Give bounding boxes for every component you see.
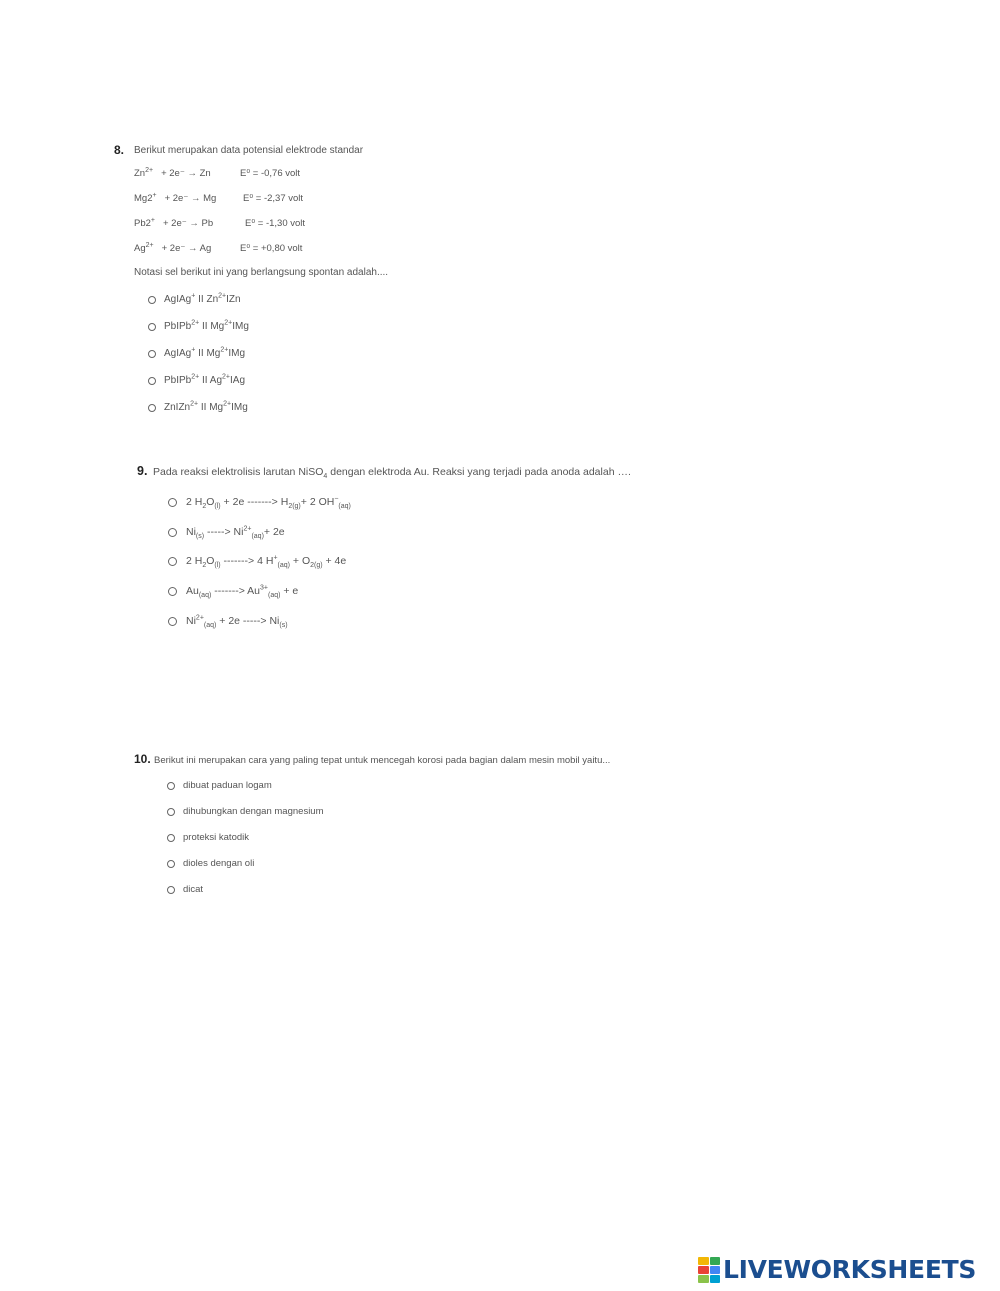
radio-button[interactable] [148, 350, 156, 358]
radio-button[interactable] [167, 860, 175, 868]
label-part: 2 [202, 503, 207, 511]
q8-option-label [164, 321, 249, 332]
q10-option-label: dicat [183, 884, 204, 895]
label-part: II Ag [199, 375, 223, 386]
label-part: 3+ [260, 584, 268, 592]
logo-tile-5 [698, 1275, 709, 1283]
label-part: Au [186, 585, 199, 597]
radio-button[interactable] [148, 404, 156, 412]
q10-option[interactable] [167, 806, 324, 817]
label-part: + [273, 554, 278, 562]
q8-option[interactable] [148, 375, 245, 386]
q10-number: 10. [134, 752, 151, 766]
q10-option-label: dihubungkan dengan magnesium [183, 806, 324, 817]
label-part: AgIAg [164, 294, 192, 305]
label-part: − [334, 495, 339, 503]
q9-option-label [186, 525, 285, 541]
label-part: (l) [214, 562, 221, 570]
liveworksheets-logo [698, 1256, 976, 1284]
q8-data-row [134, 218, 213, 229]
label-part: + 4e [322, 555, 347, 567]
q8-data-row [134, 243, 211, 254]
label-part: 2(g) [310, 562, 323, 570]
q8-charge: 2+ [145, 241, 154, 249]
q10-option[interactable] [167, 884, 203, 895]
label-part: 2 H [186, 496, 203, 508]
label-part: IZn [226, 294, 241, 305]
q8-half-reaction: + 2e⁻ → Pb [163, 218, 214, 229]
radio-button[interactable] [167, 886, 175, 894]
q8-potential: E⁰ = +0,80 volt [240, 243, 303, 254]
radio-button[interactable] [148, 323, 156, 331]
label-sup: + [191, 346, 196, 354]
q10-option-label: dibuat paduan logam [183, 780, 272, 791]
q8-half-reaction: + 2e⁻ → Zn [161, 168, 211, 179]
label-part: AgIAg [164, 348, 192, 359]
label-sup: + [191, 292, 196, 300]
label-part: Ni [186, 615, 196, 627]
label-part: + 2 OH [300, 496, 335, 508]
radio-button[interactable] [167, 808, 175, 816]
logo-tile-e [710, 1266, 721, 1274]
radio-button[interactable] [168, 617, 177, 626]
q8-potential: E⁰ = -1,30 volt [245, 218, 306, 229]
label-part: 2(g) [288, 503, 301, 511]
label-sup: 2+ [220, 346, 229, 354]
q8-half-reaction: + 2e⁻ → Mg [164, 193, 217, 204]
q9-question-post: dengan elektroda Au. Reaksi yang terjadi pada anoda adalah …. [327, 466, 631, 478]
label-part: Ni [186, 526, 196, 538]
q8-charge: + [150, 216, 155, 224]
label-part: II Mg [198, 402, 224, 413]
label-sup: 2+ [190, 400, 199, 408]
q9-option-label [186, 614, 288, 630]
q8-charge: + [152, 191, 157, 199]
label-part: (aq) [277, 562, 290, 570]
label-part: + 2e -----> Ni [216, 615, 280, 627]
q8-option-label [164, 348, 245, 359]
label-sup: 2+ [218, 292, 227, 300]
label-part: (aq) [198, 592, 212, 600]
label-part: (aq) [338, 503, 351, 511]
q8-data-row [134, 193, 216, 204]
label-part: IMg [231, 402, 248, 413]
liveworksheets-logo-icon [698, 1257, 720, 1283]
radio-button[interactable] [148, 377, 156, 385]
label-part: II Zn [195, 294, 219, 305]
label-part: -----> Ni [204, 526, 244, 538]
q9-question-pre: Pada reaksi elektrolisis larutan NiSO [153, 466, 324, 478]
q8-prompt: Notasi sel berikut ini yang berlangsung spontan adalah.... [134, 267, 389, 278]
label-sup: 2+ [191, 319, 200, 327]
label-part: PbIPb [164, 375, 192, 386]
label-part: 2 H [186, 555, 203, 567]
q10-option-label: dioles dengan oli [183, 858, 255, 869]
q9-option[interactable] [168, 614, 288, 630]
label-sup: 2+ [191, 373, 200, 381]
label-part: IMg [232, 321, 249, 332]
label-part: (aq) [203, 622, 217, 630]
label-part: PbIPb [164, 321, 192, 332]
q8-charge: 2+ [145, 166, 154, 174]
q8-potential: E⁰ = -0,76 volt [240, 168, 301, 179]
q9-option[interactable] [168, 495, 351, 511]
label-part: + e [280, 585, 299, 597]
q8-ion: Pb2 [134, 218, 151, 229]
label-part: + 2e [263, 526, 285, 538]
radio-button[interactable] [168, 557, 177, 566]
q9-number: 9. [137, 464, 148, 478]
label-part: -------> 4 H [220, 555, 274, 567]
label-part: + 2e -------> H [220, 496, 289, 508]
radio-button[interactable] [168, 587, 177, 596]
label-part: (s) [195, 533, 205, 541]
q9-option[interactable] [168, 584, 299, 600]
radio-button[interactable] [167, 782, 175, 790]
q8-question: Berikut merupakan data potensial elektrode standar [134, 145, 364, 156]
label-part: IAg [230, 375, 246, 386]
logo-tile-i [710, 1257, 721, 1265]
q8-option[interactable] [148, 348, 245, 359]
logo-tile-v [698, 1266, 709, 1274]
q9-question-sub: 4 [323, 473, 328, 481]
q10-question: Berikut ini merupakan cara yang paling tepat untuk mencegah korosi pada bagian dalam mesin mobil yaitu... [154, 755, 611, 766]
q8-ion: Ag [134, 243, 146, 254]
label-part: (aq) [268, 592, 281, 600]
q8-option-label [164, 294, 241, 305]
label-part: 2+ [243, 525, 252, 533]
q10-option[interactable] [167, 780, 272, 791]
label-part: (s) [279, 622, 288, 630]
label-part: 2 [202, 562, 207, 570]
label-sup: 2+ [223, 400, 232, 408]
label-part: ZnIZn [164, 402, 191, 413]
q8-option-label [164, 375, 245, 386]
label-sup: 2+ [222, 373, 231, 381]
label-part: 2+ [195, 614, 204, 622]
label-part: -------> Au [211, 585, 261, 597]
q9-option-label [186, 495, 351, 511]
label-sup: 2+ [224, 319, 233, 327]
label-part: O [206, 496, 215, 508]
q10-option-label: proteksi katodik [183, 832, 250, 843]
radio-button[interactable] [148, 296, 156, 304]
radio-button[interactable] [167, 834, 175, 842]
radio-button[interactable] [168, 498, 177, 507]
q8-option[interactable] [148, 294, 241, 305]
label-part: II Mg [199, 321, 225, 332]
q9-option-label [186, 584, 299, 600]
q9-option-label [186, 554, 347, 570]
q8-option[interactable] [148, 321, 249, 332]
q10-option[interactable] [167, 832, 249, 843]
q8-ion: Mg2 [134, 193, 153, 204]
q9-option[interactable] [168, 554, 347, 570]
q9-question [153, 466, 631, 481]
q8-option[interactable] [148, 402, 248, 413]
label-part: (aq) [251, 533, 264, 541]
label-part: + O [289, 555, 311, 567]
q8-half-reaction: + 2e⁻ → Ag [161, 243, 212, 254]
label-part: O [206, 555, 215, 567]
radio-button[interactable] [168, 528, 177, 537]
q8-potential: E⁰ = -2,37 volt [243, 193, 304, 204]
q10-option[interactable] [167, 858, 254, 869]
label-part: II Mg [195, 348, 221, 359]
logo-tile-l [698, 1257, 709, 1265]
label-part: (l) [214, 503, 221, 511]
q8-number: 8. [114, 143, 125, 157]
label-part: IMg [228, 348, 246, 359]
q8-ion: Zn [134, 168, 146, 179]
logo-tile-6 [710, 1275, 721, 1283]
q8-data-row [134, 168, 211, 179]
liveworksheets-logo-text: LIVEWORKSHEETS [723, 1255, 977, 1284]
q8-option-label [164, 402, 248, 413]
q9-option[interactable] [168, 525, 285, 541]
